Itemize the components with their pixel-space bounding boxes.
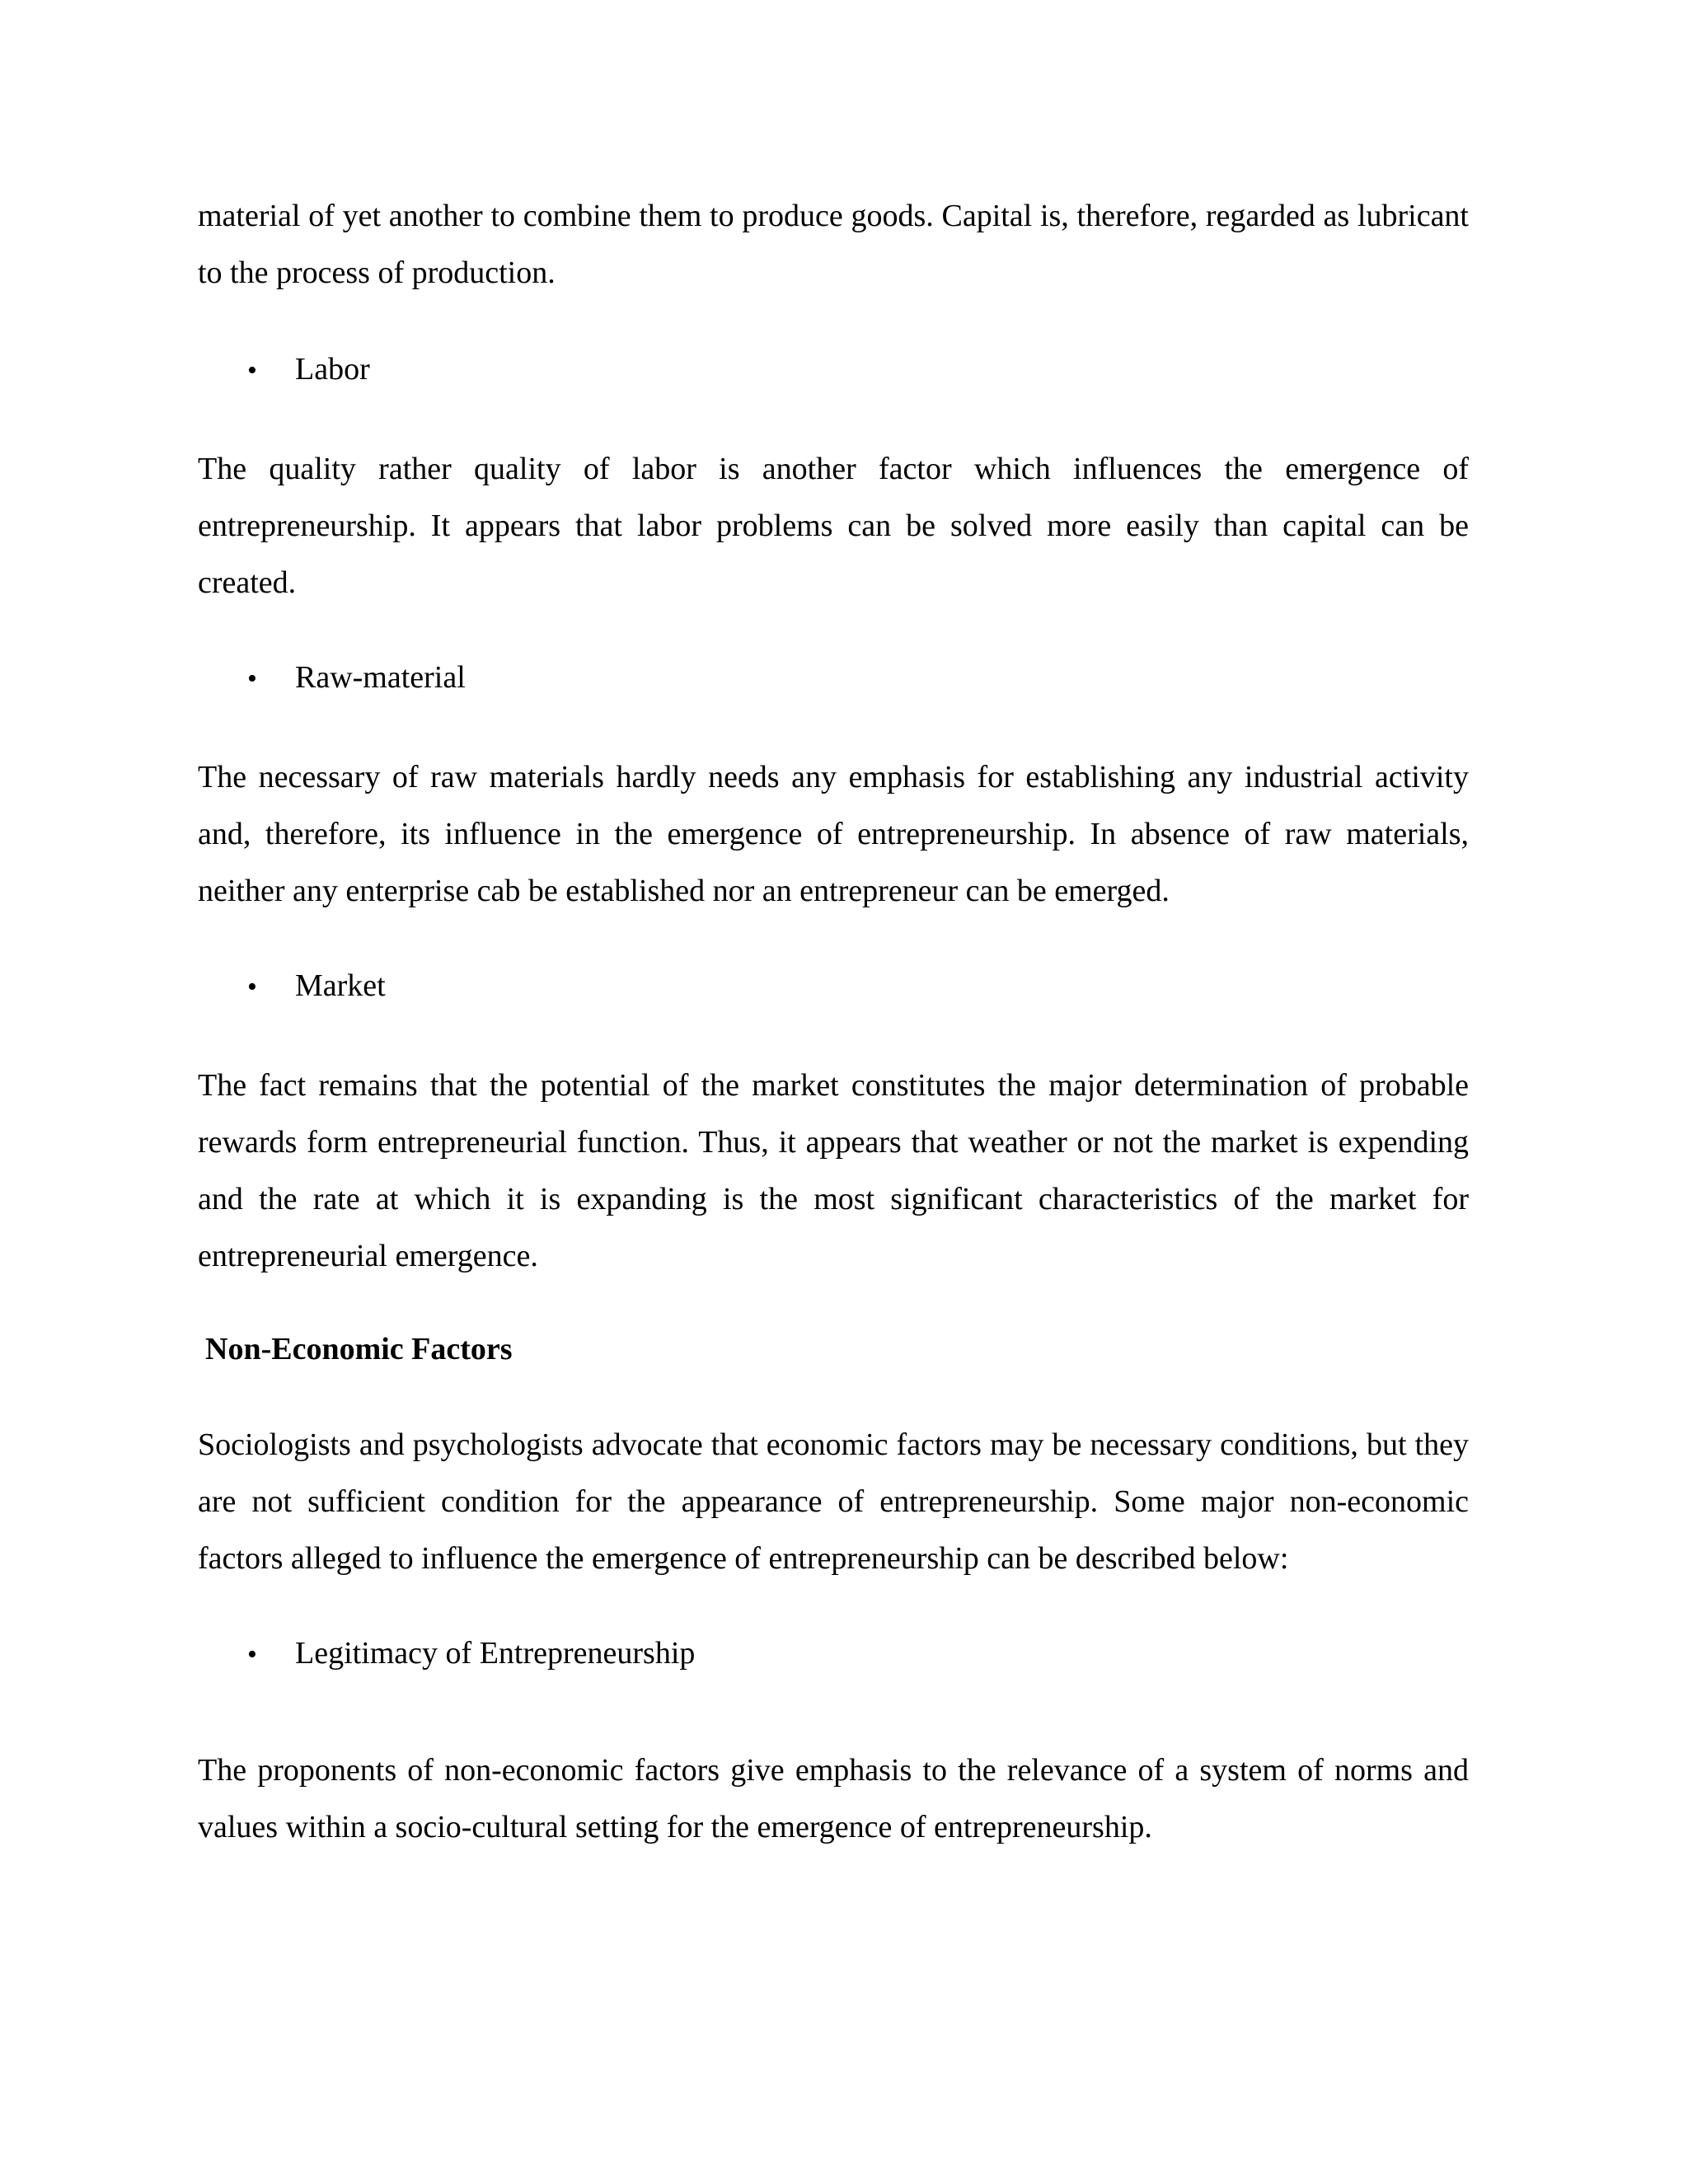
- bullet-icon: •: [247, 663, 257, 694]
- paragraph-capital: material of yet another to combine them to produce goods. Capital is, therefore, regarded as lubricant to the process of production.: [198, 199, 1469, 290]
- bullet-label-legitimacy: Legitimacy of Entrepreneurship: [295, 1636, 696, 1671]
- paragraph-labor: The quality rather quality of labor is another factor which influences the emergence of entrepreneurship. It appears that labor problems can be solved more easily than capital can be created.: [198, 452, 1469, 600]
- paragraph-proponents: The proponents of non-economic factors give emphasis to the relevance of a system of norms and values within a socio-cultural setting for the emergence of entrepreneurship.: [198, 1753, 1469, 1844]
- bullet-label-raw-material: Raw-material: [295, 660, 466, 695]
- bullet-label-market: Market: [295, 968, 386, 1003]
- section-heading-non-economic: Non-Economic Factors: [205, 1332, 513, 1366]
- bullet-icon: •: [247, 1639, 257, 1670]
- paragraph-market: The fact remains that the potential of the market constitutes the major determination of probable rewards form entrepreneurial function. Thus, it appears that weather or not the market is expending and the rate at which it is expanding is the most significant characteristics of the market for entrepreneurial emergence.: [198, 1068, 1469, 1273]
- bullet-label-labor: Labor: [295, 352, 370, 387]
- bullet-item-raw-material: [247, 649, 466, 707]
- bullet-item-legitimacy: [247, 1625, 695, 1683]
- paragraph-raw-material: The necessary of raw materials hardly needs any emphasis for establishing any industrial activity and, therefore, its influence in the emergence of entrepreneurship. In absence of raw materials, neither any enterprise cab be established nor an entrepreneur can be emerged.: [198, 760, 1469, 908]
- paragraph-non-economic: Sociologists and psychologists advocate that economic factors may be necessary conditions, but they are not sufficient condition for the appearance of entrepreneurship. Some major non-economic factors alleged to influence the emergence of entrepreneurship can be described below:: [198, 1427, 1469, 1576]
- bullet-icon: •: [247, 972, 257, 1002]
- bullet-item-market: [247, 958, 386, 1015]
- bullet-item-labor: [247, 341, 370, 399]
- bullet-icon: •: [247, 355, 257, 386]
